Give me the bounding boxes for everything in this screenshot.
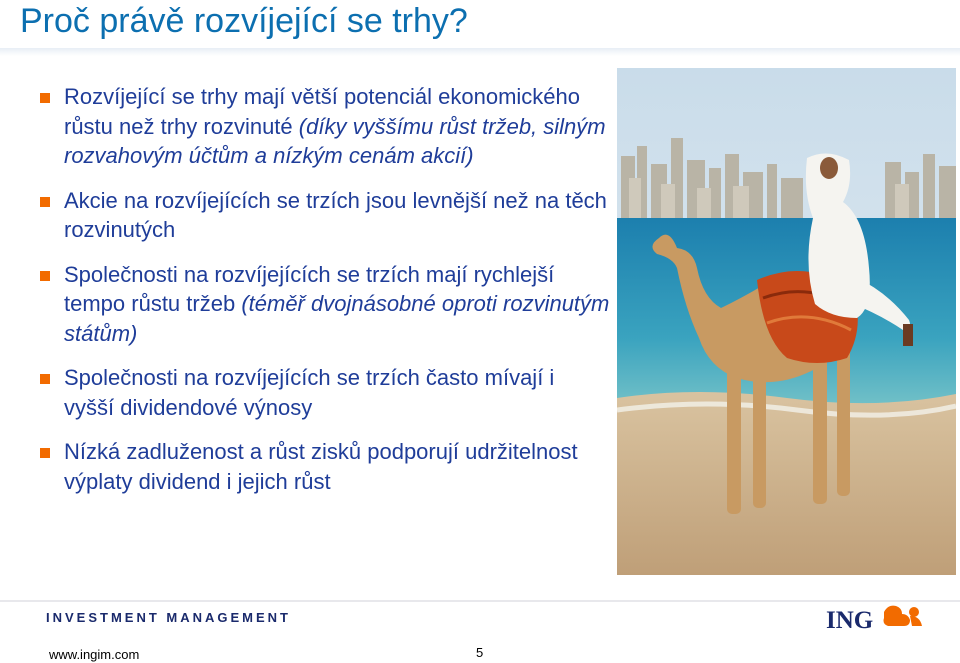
slide-title: Proč právě rozvíjející se trhy? [20,2,468,40]
photo-illustration [617,68,956,575]
bullet-note: (díky vyššímu růst tržeb, silným rozvahovým účtům a nízkým cenám akcií) [64,113,606,168]
bullet-item [40,260,610,349]
footer-url[interactable]: www.ingim.com [49,647,140,662]
square-bullet-icon [40,448,50,458]
logo-wordmark: ING [826,607,874,634]
ing-logo[interactable] [826,598,926,634]
bullet-note: (téměř dvojnásobné oproti rozvinutým státům) [64,291,610,346]
square-bullet-icon [40,271,50,281]
bullet-text: Společnosti na rozvíjejících se trzích mají rychlejší tempo růstu tržeb [64,261,555,316]
footer-divider [0,600,960,602]
bullet-item [40,437,610,496]
bullet-text: Akcie na rozvíjejících se trzích jsou levnější než na těch rozvinutých [64,187,607,242]
bullet-item [40,363,610,422]
square-bullet-icon [40,374,50,384]
page-number: 5 [476,645,484,660]
camel-rider-beach-photo [617,68,956,575]
bullet-list [40,82,610,496]
title-divider [0,48,960,56]
bullet-text: Společnosti na rozvíjejících se trzích často mívají i vyšší dividendové výnosy [64,365,555,420]
bullet-item [40,82,610,171]
square-bullet-icon [40,93,50,103]
brand-text: INVESTMENT MANAGEMENT [46,610,291,625]
bullet-item [40,186,610,245]
bullet-text: Rozvíjející se trhy mají větší potenciál ekonomického růstu než trhy rozvinuté [64,84,581,139]
lion-logo-icon [826,598,926,634]
bullet-text: Nízká zadluženost a růst zisků podporují udržitelnost výplaty dividend i jejich růst [64,439,578,494]
square-bullet-icon [40,197,50,207]
